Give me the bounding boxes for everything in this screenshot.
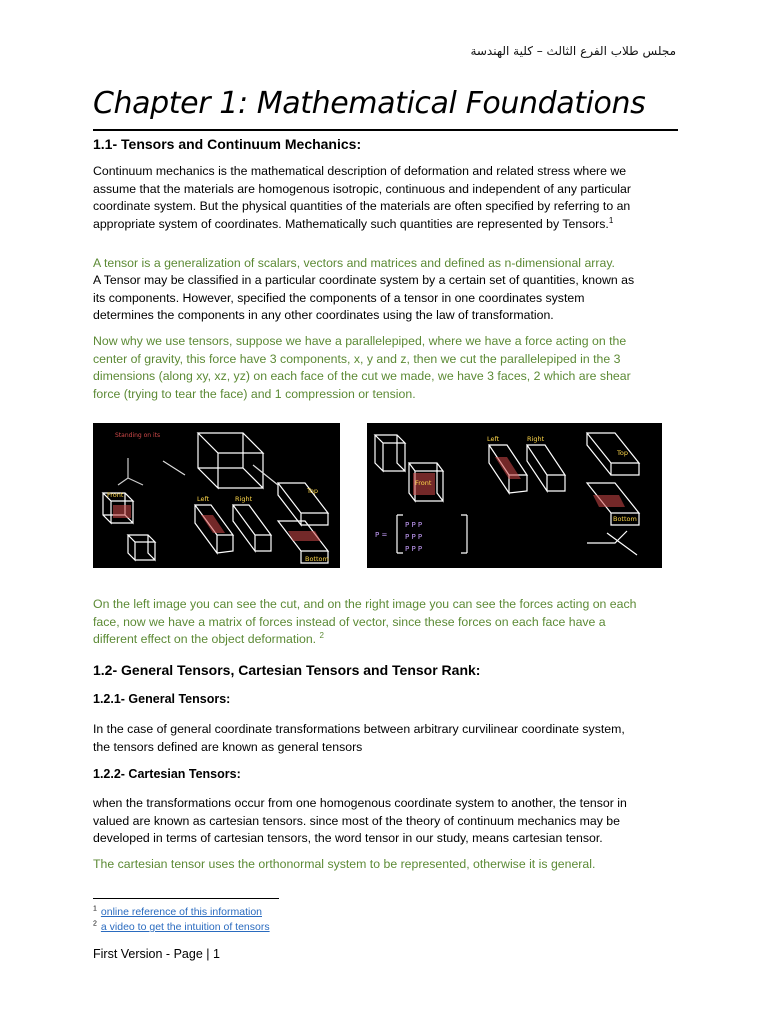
section-heading-1-2: 1.2- General Tensors, Cartesian Tensors and Tensor Rank: [93, 662, 481, 678]
text-line: developed in terms of cartesian tensors, the word tensor in our study, means cartesian tensor. [93, 831, 603, 845]
text-line: Continuum mechanics is the mathematical description of deformation and related stress where we [93, 164, 627, 178]
text-line: determines the components in any other coordinates using the law of transformation. [93, 308, 554, 322]
text-line: assume that the materials are homogenous isotropic, continuous and independent of any particular [93, 181, 631, 196]
face-label-right: Right [527, 435, 545, 443]
text-line: In the case of general coordinate transformations between arbitrary curvilinear coordinate system, [93, 722, 625, 736]
text-line [93, 631, 679, 649]
cut-diagram-image [93, 423, 340, 568]
text-line: the tensors defined are known as general tensors [93, 739, 363, 754]
text-line: force (trying to tear the face) and 1 compression or tension. [93, 386, 416, 401]
footnote-ref-1[interactable]: 1 [608, 215, 614, 225]
forces-diagram-svg [367, 423, 662, 568]
text-line: A Tensor may be classified in a particular coordinate system by a certain set of quantities, known as [93, 273, 635, 287]
text-line: Now why we use tensors, suppose we have a parallelepiped, where we have a force acting on the [93, 334, 627, 348]
text-line: coordinate system. But the physical quantities of the materials are often specified by referring to an [93, 199, 631, 213]
subsection-heading-1-2-1: 1.2.1- General Tensors: [93, 692, 231, 706]
footnote-number: 1 [93, 905, 97, 913]
face-label-top: Top [617, 449, 628, 457]
title-underline [93, 129, 678, 131]
text-line: dimensions (along xy, xz, yz) on each face of the cut we made, we have 3 faces, 2 which are shear [93, 369, 631, 383]
face-label-front: Front [107, 491, 124, 499]
footnote-link-video[interactable]: a video to get the intuition of tensors [100, 921, 270, 933]
page-header: مجلس طلاب الفرع الثالث – كلية الهندسة [470, 44, 676, 58]
matrix-symbol: P = [375, 531, 388, 539]
face-label-bottom: Bottom [613, 515, 637, 523]
page-footer: First Version - Page | 1 [93, 947, 220, 961]
image-explanation-paragraph [93, 596, 679, 649]
footnote-link-reference[interactable]: online reference of this information [100, 906, 262, 918]
intro-paragraph [93, 163, 679, 233]
text-line [93, 216, 679, 234]
face-label-front: Front [415, 479, 432, 487]
chapter-title: Chapter 1: Mathematical Foundations [93, 86, 646, 121]
text-line: face, now we have a matrix of forces instead of vector, since these forces on each face have a [93, 614, 606, 629]
face-label-left: Left [487, 435, 500, 443]
face-label-top: Top [307, 487, 318, 495]
matrix-entry: P P P [405, 545, 423, 553]
footnote-2 [93, 921, 270, 933]
face-label-left: Left [197, 495, 210, 503]
text-line-content: appropriate system of coordinates. Mathematically such quantities are represented by Tensors. [93, 216, 609, 231]
cartesian-note: The cartesian tensor uses the orthonormal system to be represented, otherwise it is general. [93, 857, 596, 871]
face-label-bottom: Bottom [305, 555, 329, 563]
diagram-note: Standing on its [115, 432, 161, 439]
subsection-heading-1-2-2: 1.2.2- Cartesian Tensors: [93, 767, 241, 781]
text-line: On the left image you can see the cut, and on the right image you can see the forces acting on each [93, 597, 637, 611]
section-heading-1-1: 1.1- Tensors and Continuum Mechanics: [93, 136, 362, 152]
cut-diagram-svg [93, 423, 340, 568]
matrix-entry: P P P [405, 521, 423, 529]
text-line: its components. However, specified the components of a tensor in one coordinates system [93, 290, 585, 305]
text-line: when the transformations occur from one homogenous coordinate system to another, the tensor in [93, 796, 627, 810]
text-line: center of gravity, this force have 3 components, x, y and z, then we cut the parallelepiped in the 3 [93, 351, 621, 366]
general-tensors-paragraph [93, 721, 679, 756]
forces-diagram-image [367, 423, 662, 568]
footnote-separator [93, 898, 279, 899]
footnote-1 [93, 906, 262, 918]
footnote-ref-2[interactable]: 2 [319, 630, 324, 640]
face-label-right: Right [235, 495, 253, 503]
cartesian-tensors-paragraph [93, 795, 679, 848]
tensor-definition: A tensor is a generalization of scalars, vectors and matrices and defined as n-dimensional array. [93, 256, 615, 270]
text-line-content: different effect on the object deformation. [93, 632, 320, 646]
parallelepiped-paragraph [93, 333, 679, 403]
classification-paragraph [93, 272, 679, 325]
footnote-number: 2 [93, 920, 97, 928]
matrix-entry: P P P [405, 533, 423, 541]
text-line: valued are known as cartesian tensors. since most of the theory of continuum mechanics may be [93, 813, 620, 828]
